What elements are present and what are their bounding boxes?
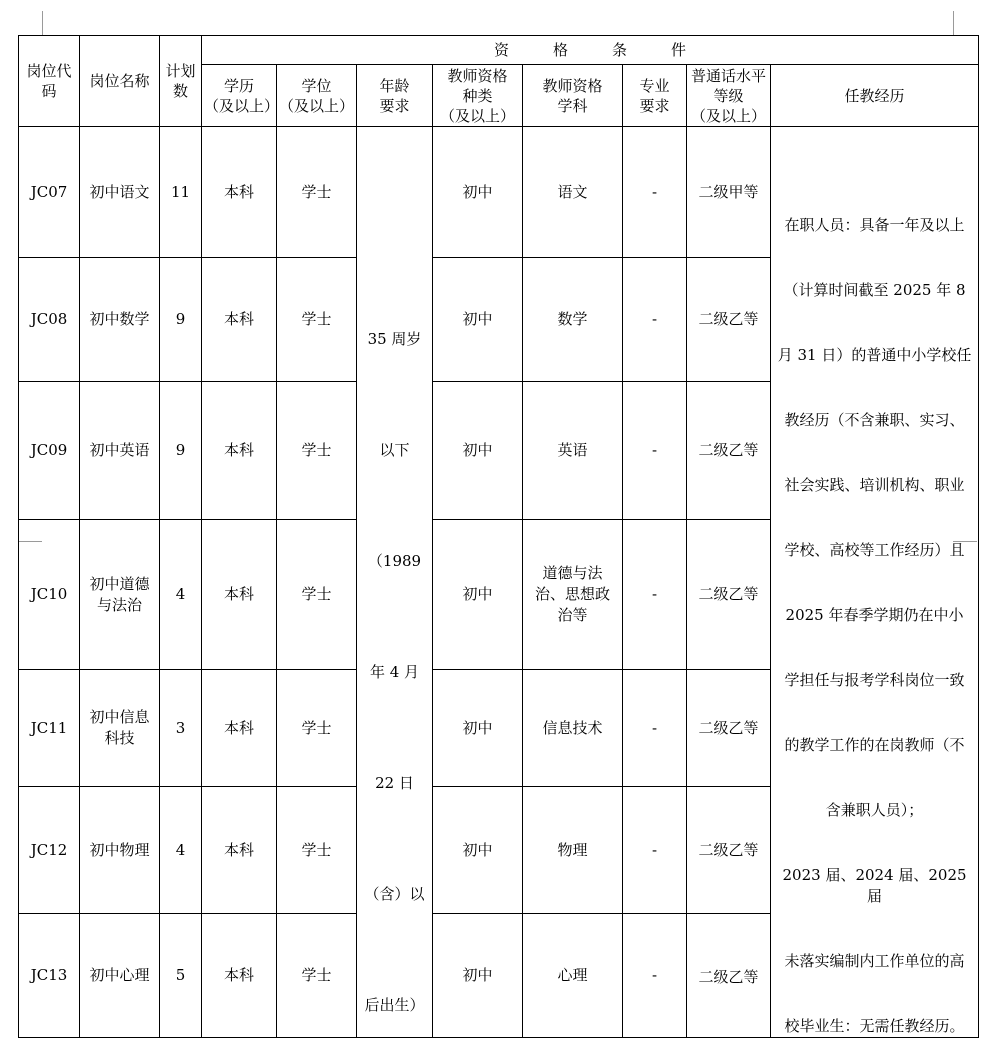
degree-cell: 学士 [277,913,357,1037]
post-code-cell: JC13 [19,913,80,1037]
post-name-cell: 初中英语 [80,382,160,520]
education-cell: 本科 [202,520,277,670]
header-mandarin: 普通话水平 等级 （及以上） [687,65,771,127]
post-code-cell: JC07 [19,127,80,258]
header-experience: 任教经历 [771,65,979,127]
post-name-cell: 初中信息 科技 [80,670,160,787]
post-name-cell: 初中物理 [80,787,160,913]
header-major: 专业 要求 [623,65,687,127]
education-cell: 本科 [202,787,277,913]
header-qualifications-group: 资 格 条 件 [202,36,979,65]
post-code-cell: JC08 [19,258,80,382]
major-cell: - [623,382,687,520]
cert-type-cell: 初中 [433,127,523,258]
major-cell: - [623,127,687,258]
header-post-code: 岗位代码 [19,36,80,127]
major-cell: - [623,787,687,913]
cert-subject-cell: 心理 [523,913,623,1037]
degree-cell: 学士 [277,127,357,258]
cert-subject-cell: 道德与法 治、思想政 治等 [523,520,623,670]
plan-count-cell: 5 [160,913,202,1037]
header-cert-subject: 教师资格 学科 [523,65,623,127]
header-age: 年龄 要求 [357,65,433,127]
post-name-cell: 初中语文 [80,127,160,258]
page-corner-mark [42,11,43,35]
education-cell: 本科 [202,382,277,520]
degree-cell: 学士 [277,520,357,670]
cert-type-cell: 初中 [433,520,523,670]
cert-subject-cell: 信息技术 [523,670,623,787]
recruitment-table [18,35,979,1038]
mandarin-cell: 二级乙等 [687,787,771,913]
major-cell: - [623,258,687,382]
table-row [19,127,979,258]
mandarin-cell: 二级乙等 [687,913,771,1037]
degree-cell: 学士 [277,670,357,787]
cert-subject-cell: 物理 [523,787,623,913]
degree-cell: 学士 [277,787,357,913]
post-code-cell: JC12 [19,787,80,913]
post-name-cell: 初中心理 [80,913,160,1037]
plan-count-cell: 11 [160,127,202,258]
education-cell: 本科 [202,127,277,258]
major-cell: - [623,913,687,1037]
post-code-cell: JC09 [19,382,80,520]
post-name-cell: 初中数学 [80,258,160,382]
mandarin-cell: 二级乙等 [687,670,771,787]
cert-type-cell: 初中 [433,382,523,520]
cert-subject-cell: 英语 [523,382,623,520]
plan-count-cell: 9 [160,382,202,520]
header-education: 学历 （及以上） [202,65,277,127]
mandarin-cell: 二级乙等 [687,520,771,670]
cert-type-cell: 初中 [433,913,523,1037]
post-code-cell: JC10 [19,520,80,670]
page-corner-mark [953,11,954,35]
plan-count-cell: 4 [160,520,202,670]
education-cell: 本科 [202,913,277,1037]
header-post-name: 岗位名称 [80,36,160,127]
cert-type-cell: 初中 [433,787,523,913]
experience-requirement-cell: 在职人员：具备一年及以上 （计算时间截至 2025 年 8 月 31 日）的普通中小学校任 教经历（不含兼职、实习、 社会实践、培训机构、职业 学校、高校等工作经历）且 2025 年春季学期仍在中小 学担任与报考学科岗位一致 的教学工作的在岗教师（不 含兼职人员）； 2023 届、2024 届、2025 届 未落实编制内工作单位的高 校毕业生：无需任教经历。 [771,127,979,1038]
cert-type-cell: 初中 [433,258,523,382]
header-cert-type: 教师资格 种类 （及以上） [433,65,523,127]
education-cell: 本科 [202,258,277,382]
age-requirement-cell: 35 周岁 以下 （1989 年 4 月 22 日 （含）以 后出生） [357,127,433,1038]
post-name-cell: 初中道德 与法治 [80,520,160,670]
major-cell: - [623,520,687,670]
cert-subject-cell: 数学 [523,258,623,382]
major-cell: - [623,670,687,787]
plan-count-cell: 3 [160,670,202,787]
mandarin-cell: 二级甲等 [687,127,771,258]
mandarin-cell: 二级乙等 [687,382,771,520]
degree-cell: 学士 [277,258,357,382]
education-cell: 本科 [202,670,277,787]
header-plan-count: 计划数 [160,36,202,127]
cert-type-cell: 初中 [433,670,523,787]
post-code-cell: JC11 [19,670,80,787]
mandarin-cell: 二级乙等 [687,258,771,382]
plan-count-cell: 9 [160,258,202,382]
header-degree: 学位 （及以上） [277,65,357,127]
degree-cell: 学士 [277,382,357,520]
plan-count-cell: 4 [160,787,202,913]
cert-subject-cell: 语文 [523,127,623,258]
